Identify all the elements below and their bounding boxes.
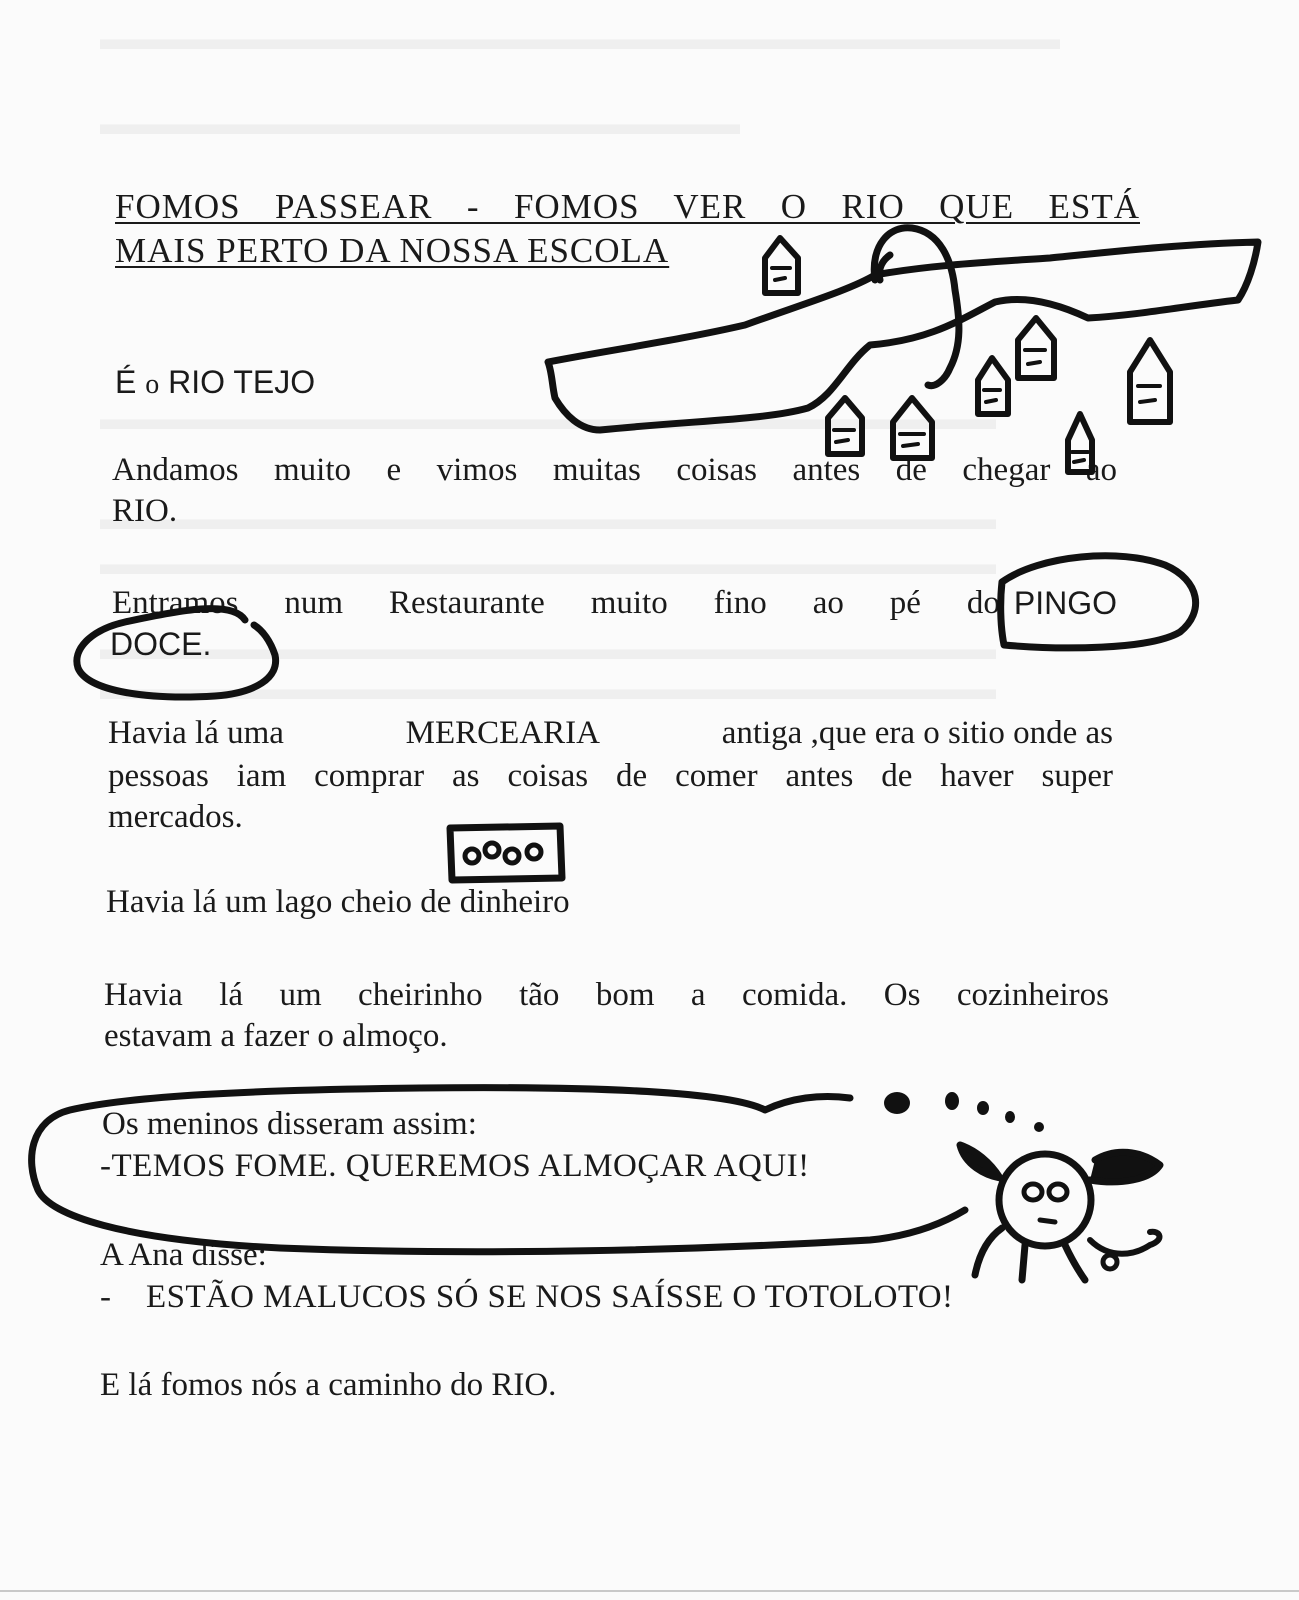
paragraph-mercearia-line-2: pessoas iam comprar as coisas de comer antes de haver super (108, 758, 1113, 794)
bleed-through-shadow (100, 105, 740, 142)
girl-head (999, 1154, 1091, 1246)
girl-eye-left (1024, 1184, 1042, 1200)
river-article: o (145, 369, 160, 400)
title-line-2: MAIS PERTO DA NOSSA ESCOLA (115, 231, 670, 270)
entramos-text: Entramos num Restaurante muito fino ao pé do (112, 585, 1000, 621)
paragraph-mercearia-line-1 (108, 713, 1113, 754)
paragraph-meninos-line-2: -TEMOS FOME. QUEREMOS ALMOÇAR AQUI! (100, 1148, 810, 1184)
paragraph-cheirinho-line-1: Havia lá um cheirinho tão bom a comida. Os cozinheiros (104, 977, 1109, 1013)
girl-eye-right (1049, 1184, 1067, 1200)
paragraph-final: E lá fomos nós a caminho do RIO. (100, 1367, 557, 1403)
girl-drawing (960, 1145, 1160, 1280)
paragraph-andamos-line-2: RIO. (112, 493, 178, 529)
paragraph-ana-line-2 (100, 1277, 953, 1318)
bleed-through-shadow (100, 545, 996, 582)
ana-quote: ESTÃO MALUCOS SÓ SE NOS SAÍSSE O TOTOLOTO! (146, 1279, 954, 1315)
bleed-through-shadow (100, 500, 996, 537)
coins-icon (465, 843, 541, 863)
girl-mouth (1040, 1220, 1055, 1222)
paragraph-lago: Havia lá um lago cheio de dinheiro (106, 884, 570, 920)
paragraph-ana-line-1: A Ana disse: (100, 1237, 267, 1273)
ana-dash: - (100, 1279, 112, 1315)
river-name-line (115, 362, 315, 405)
house-icon (1018, 318, 1054, 378)
bleed-through-shadow (100, 670, 996, 707)
paragraph-cheirinho-line-2: estavam a fazer o almoço. (104, 1018, 448, 1054)
river-name: RIO TEJO (168, 364, 316, 400)
mercearia-word: MERCEARIA (405, 715, 600, 751)
page-bottom-edge (0, 1590, 1299, 1592)
girl-hair-left (960, 1145, 1000, 1178)
mercearia-text-a: Havia lá uma (108, 715, 284, 751)
title-line-1: FOMOS PASSEAR - FOMOS VER O RIO QUE ESTÁ (115, 187, 1140, 226)
girl-arm-right (1090, 1232, 1159, 1254)
bleed-through-shadow (100, 400, 996, 437)
river-prefix: É (115, 364, 137, 400)
bleed-through-shadow (100, 630, 996, 667)
doce-label: DOCE. (110, 626, 212, 662)
bleed-through-shadow (100, 20, 1060, 57)
house-icon (1130, 340, 1170, 422)
coins-box (450, 826, 562, 880)
girl-hand-ring (1103, 1255, 1117, 1269)
girl-body (1022, 1245, 1085, 1280)
thought-dots (884, 1092, 1044, 1132)
paragraph-andamos-line-1: Andamos muito e vimos muitas coisas antes de chegar ao (112, 452, 1117, 488)
paragraph-entramos-line-1 (112, 583, 1117, 624)
pingo-label: PINGO (1013, 585, 1117, 621)
girl-arm-left (975, 1228, 1002, 1275)
coins-box-drawing (450, 826, 562, 880)
girl-hair-right (1090, 1152, 1160, 1182)
paragraph-mercearia-line-3: mercados. (108, 799, 243, 835)
mercearia-text-c: antiga ,que era o sitio onde as (721, 715, 1113, 751)
paragraph-meninos-line-1: Os meninos disseram assim: (102, 1106, 477, 1142)
page-title (115, 185, 1140, 273)
